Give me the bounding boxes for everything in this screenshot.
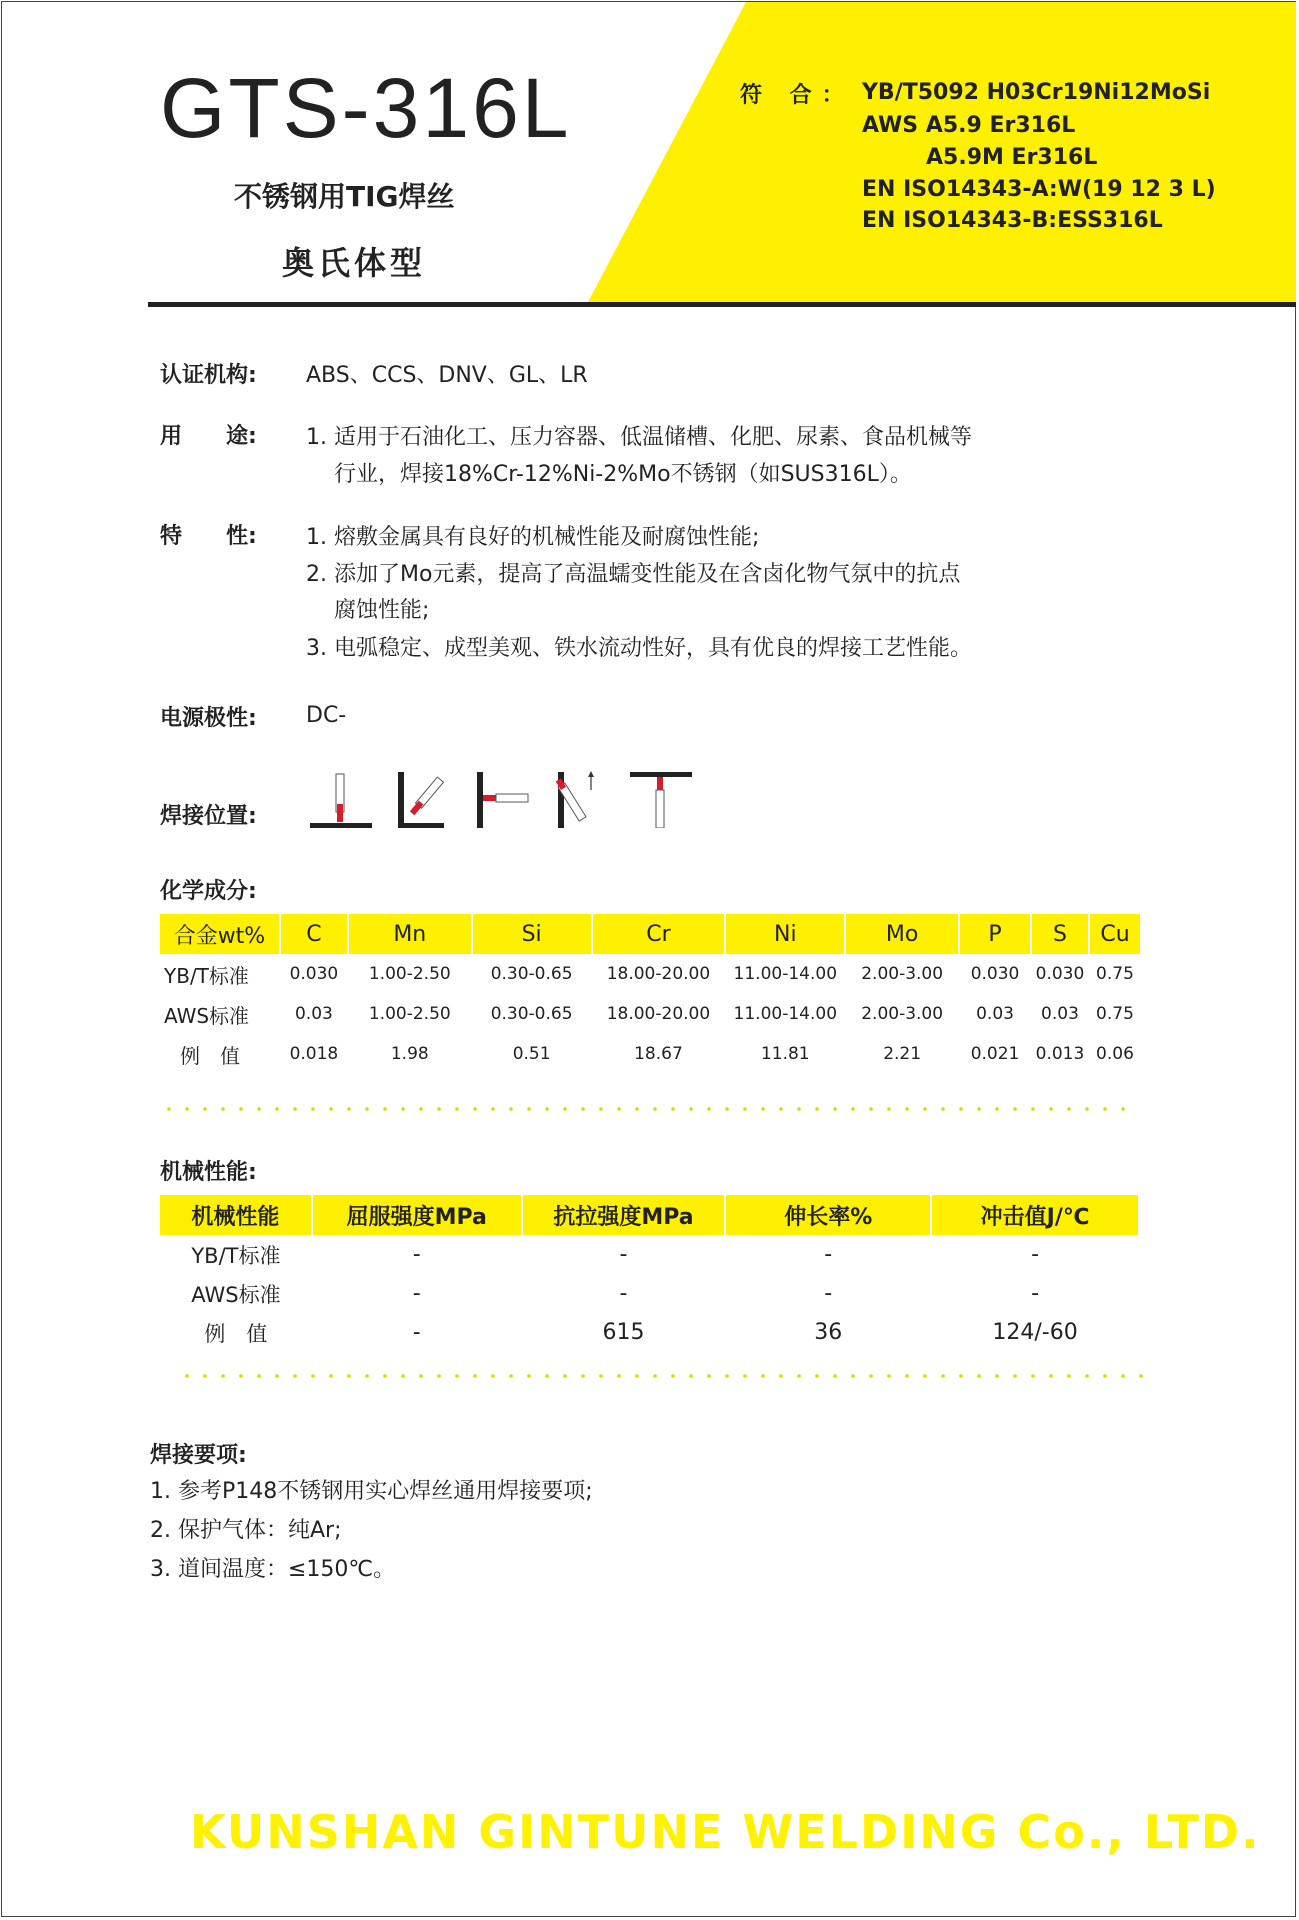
table-cell: 0.75: [1096, 964, 1134, 984]
feature-line: 3. 电弧稳定、成型美观、铁水流动性好，具有优良的焊接工艺性能。: [306, 636, 972, 661]
welding-positions-icons: [300, 768, 700, 828]
table-cell: 0.03: [294, 1004, 333, 1024]
row-label: YB/T标准: [191, 1243, 281, 1268]
table-cell: -: [824, 1281, 833, 1306]
table-cell: 0.06: [1096, 1044, 1134, 1064]
table-cell: 0.030: [289, 964, 339, 984]
standard-line: A5.9M Er316L: [926, 145, 1098, 170]
table-header: Si: [472, 914, 592, 954]
table-cell: 2.21: [883, 1044, 922, 1064]
table-row: [160, 1274, 1139, 1313]
table-row: [160, 1313, 1139, 1352]
standards-label: 符 合：: [740, 83, 854, 108]
table-cell: 0.03: [1041, 1004, 1079, 1024]
chemistry-header-row: [160, 914, 1141, 954]
row-label: 例 值: [180, 1043, 240, 1068]
product-type: 奥氏体型: [282, 244, 427, 282]
table-header: P: [959, 914, 1031, 954]
table-cell: 0.030: [1035, 964, 1085, 984]
table-header: Ni: [725, 914, 845, 954]
table-header: 伸长率%: [725, 1195, 931, 1235]
chemistry-table: [160, 914, 1142, 1074]
table-cell: 0.30-0.65: [490, 964, 573, 984]
note-line: 1. 参考P148不锈钢用实心焊丝通用焊接要项;: [150, 1479, 593, 1504]
table-header: 冲击值J/℃: [931, 1195, 1139, 1235]
table-header: Mo: [845, 914, 959, 954]
table-cell: 0.018: [289, 1044, 339, 1064]
note-line: 2. 保护气体：纯Ar;: [150, 1518, 342, 1543]
table-cell: 11.00-14.00: [733, 964, 838, 984]
table-cell: 18.00-20.00: [606, 1004, 711, 1024]
positions-label: 焊接位置:: [160, 804, 257, 829]
table-cell: 0.51: [512, 1044, 551, 1064]
table-header: 屈服强度MPa: [312, 1195, 522, 1235]
feature-line: 2. 添加了Mo元素，提高了高温蠕变性能及在含卤化物气氛中的抗点: [306, 562, 961, 587]
flat-position-icon: [310, 774, 372, 828]
usage-line: 行业，焊接18%Cr-12%Ni-2%Mo不锈钢（如SUS316L）。: [334, 462, 912, 487]
table-header: C: [280, 914, 348, 954]
table-cell: -: [1031, 1281, 1040, 1306]
feature-line: 1. 熔敷金属具有良好的机械性能及耐腐蚀性能;: [306, 525, 760, 550]
row-label: 例 值: [204, 1321, 268, 1346]
table-header: 抗拉强度MPa: [522, 1195, 726, 1235]
table-cell: -: [619, 1281, 628, 1306]
cert-value: ABS、CCS、DNV、GL、LR: [306, 363, 588, 388]
horizontal-fillet-icon: [398, 772, 444, 828]
dotted-divider: [160, 1107, 1128, 1111]
header-divider: [148, 302, 1296, 307]
cert-label: 认证机构:: [160, 363, 257, 388]
table-cell: 124/-60: [992, 1320, 1078, 1345]
standard-line: EN ISO14343-B:ESS316L: [862, 208, 1163, 233]
table-row: [160, 1235, 1139, 1274]
table-cell: 36: [814, 1320, 843, 1345]
table-cell: 11.00-14.00: [733, 1004, 838, 1024]
table-header: 合金wt%: [160, 914, 280, 954]
polarity-label: 电源极性:: [160, 706, 257, 731]
table-cell: -: [824, 1242, 833, 1267]
row-label: AWS标准: [191, 1282, 281, 1307]
polarity-value: DC-: [306, 703, 347, 728]
table-cell: 0.03: [976, 1004, 1014, 1024]
table-cell: 2.00-3.00: [861, 1004, 944, 1024]
company-name: KUNSHAN GINTUNE WELDING Co., LTD.: [190, 1805, 1261, 1859]
table-cell: -: [412, 1320, 421, 1345]
table-cell: 1.00-2.50: [368, 964, 451, 984]
table-header: Cr: [592, 914, 726, 954]
table-cell: 2.00-3.00: [861, 964, 944, 984]
table-cell: 1.00-2.50: [368, 1004, 451, 1024]
standard-line: EN ISO14343-A:W(19 12 3 L): [862, 177, 1216, 202]
table-cell: -: [412, 1281, 421, 1306]
table-cell: 0.021: [970, 1044, 1020, 1064]
standard-line: AWS A5.9 Er316L: [862, 113, 1076, 138]
horizontal-position-icon: [477, 772, 528, 828]
table-cell: 18.00-20.00: [606, 964, 711, 984]
feature-line: 腐蚀性能;: [334, 598, 430, 623]
table-row: [160, 954, 1141, 994]
table-cell: 1.98: [390, 1044, 429, 1064]
table-cell: -: [1031, 1242, 1040, 1267]
table-row: [160, 994, 1141, 1034]
table-cell: 18.67: [634, 1044, 683, 1064]
row-label: YB/T标准: [164, 963, 249, 988]
notes-title: 焊接要项:: [150, 1443, 247, 1468]
mechanical-title: 机械性能:: [160, 1160, 257, 1185]
usage-label: 用 途:: [160, 424, 257, 449]
features-label: 特 性:: [160, 524, 257, 549]
product-subtitle: 不锈钢用TIG焊丝: [234, 180, 455, 213]
vertical-up-icon: [555, 771, 594, 828]
table-cell: 0.75: [1096, 1004, 1134, 1024]
table-cell: 0.30-0.65: [490, 1004, 573, 1024]
table-cell: 0.030: [970, 964, 1020, 984]
dotted-divider: [178, 1374, 1146, 1378]
table-header: S: [1031, 914, 1089, 954]
table-row: [160, 1034, 1141, 1074]
chemistry-title: 化学成分:: [160, 879, 257, 904]
table-cell: -: [619, 1242, 628, 1267]
table-cell: 615: [602, 1320, 645, 1345]
usage-line: 1. 适用于石油化工、压力容器、低温储槽、化肥、尿素、食品机械等: [306, 425, 972, 450]
table-header: 机械性能: [160, 1195, 312, 1235]
overhead-position-icon: [630, 772, 692, 828]
row-label: AWS标准: [164, 1003, 250, 1028]
table-header: Mn: [348, 914, 472, 954]
standard-line: YB/T5092 H03Cr19Ni12MoSi: [862, 80, 1211, 105]
table-cell: 0.013: [1035, 1044, 1085, 1064]
product-code: GTS-316L: [160, 61, 572, 155]
table-header: Cu: [1089, 914, 1141, 954]
mechanical-header-row: [160, 1195, 1139, 1235]
table-cell: -: [412, 1242, 421, 1267]
note-line: 3. 道间温度：≤150℃。: [150, 1557, 396, 1582]
mechanical-table: [160, 1195, 1140, 1352]
table-cell: 11.81: [760, 1044, 810, 1064]
